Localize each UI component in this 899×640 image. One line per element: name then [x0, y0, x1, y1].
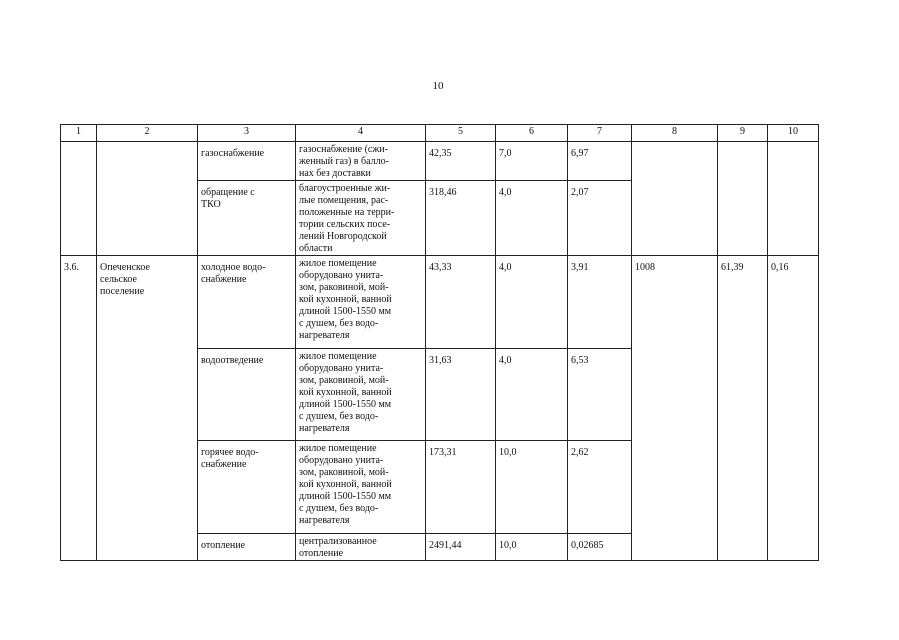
cell-col6: 4,0: [496, 181, 568, 256]
cell-col5: 2491,44: [426, 534, 496, 561]
cell-col6: 10,0: [496, 441, 568, 534]
cell-col5: 173,31: [426, 441, 496, 534]
cell-col5: 43,33: [426, 256, 496, 349]
cell-service: отопление: [198, 534, 296, 561]
cell-settlement: [97, 142, 198, 256]
cell-col6: 4,0: [496, 256, 568, 349]
cell-description: газоснабжение (сжи- женный газ) в балло- нах без доставки: [296, 142, 426, 181]
cell-col10: [768, 142, 819, 256]
page-number: 10: [432, 80, 444, 92]
cell-col10: 0,16: [768, 256, 819, 561]
cell-service: обращение с ТКО: [198, 181, 296, 256]
cell-description: благоустроенные жи- лые помещения, рас- положенные на терри- тории сельских посе- лений Новгородской области: [296, 181, 426, 256]
col-header: 10: [768, 125, 819, 142]
cell-col7: 0,02685: [568, 534, 632, 561]
cell-col7: 6,97: [568, 142, 632, 181]
cell-col6: 7,0: [496, 142, 568, 181]
cell-col5: 318,46: [426, 181, 496, 256]
cell-col9: [718, 142, 768, 256]
col-header: 5: [426, 125, 496, 142]
cell-settlement: Опеченское сельское поселение: [97, 256, 198, 561]
cell-service: холодное водо- снабжение: [198, 256, 296, 349]
cell-service: газоснабжение: [198, 142, 296, 181]
cell-description: жилое помещение оборудовано унита- зом, раковиной, мой- кой кухонной, ванной длиной 1500-1550 мм с душем, без водо- нагревателя: [296, 256, 426, 349]
col-header: 4: [296, 125, 426, 142]
col-header: 6: [496, 125, 568, 142]
cell-description: централизованное отопление: [296, 534, 426, 561]
table-row: [61, 256, 819, 349]
cell-service: водоотведение: [198, 349, 296, 441]
cell-col6: 10,0: [496, 534, 568, 561]
col-header: 9: [718, 125, 768, 142]
cell-service: горячее водо- снабжение: [198, 441, 296, 534]
cell-col5: 42,35: [426, 142, 496, 181]
col-header: 2: [97, 125, 198, 142]
cell-number: 3.6.: [61, 256, 97, 561]
cell-col6: 4,0: [496, 349, 568, 441]
cell-description: жилое помещение оборудовано унита- зом, раковиной, мой- кой кухонной, ванной длиной 1500-1550 мм с душем, без водо- нагревателя: [296, 441, 426, 534]
col-header: 3: [198, 125, 296, 142]
table-row: [61, 142, 819, 181]
cell-col8: 1008: [632, 256, 718, 561]
cell-col7: 6,53: [568, 349, 632, 441]
col-header: 1: [61, 125, 97, 142]
cell-col9: 61,39: [718, 256, 768, 561]
cell-description: жилое помещение оборудовано унита- зом, раковиной, мой- кой кухонной, ванной длиной 1500-1550 мм с душем, без водо- нагревателя: [296, 349, 426, 441]
tariff-table: [60, 124, 819, 561]
cell-col7: 3,91: [568, 256, 632, 349]
col-header: 7: [568, 125, 632, 142]
cell-col7: 2,62: [568, 441, 632, 534]
cell-col8: [632, 142, 718, 256]
cell-col5: 31,63: [426, 349, 496, 441]
cell-col7: 2,07: [568, 181, 632, 256]
cell-number: [61, 142, 97, 256]
col-header: 8: [632, 125, 718, 142]
header-row: [61, 125, 819, 142]
